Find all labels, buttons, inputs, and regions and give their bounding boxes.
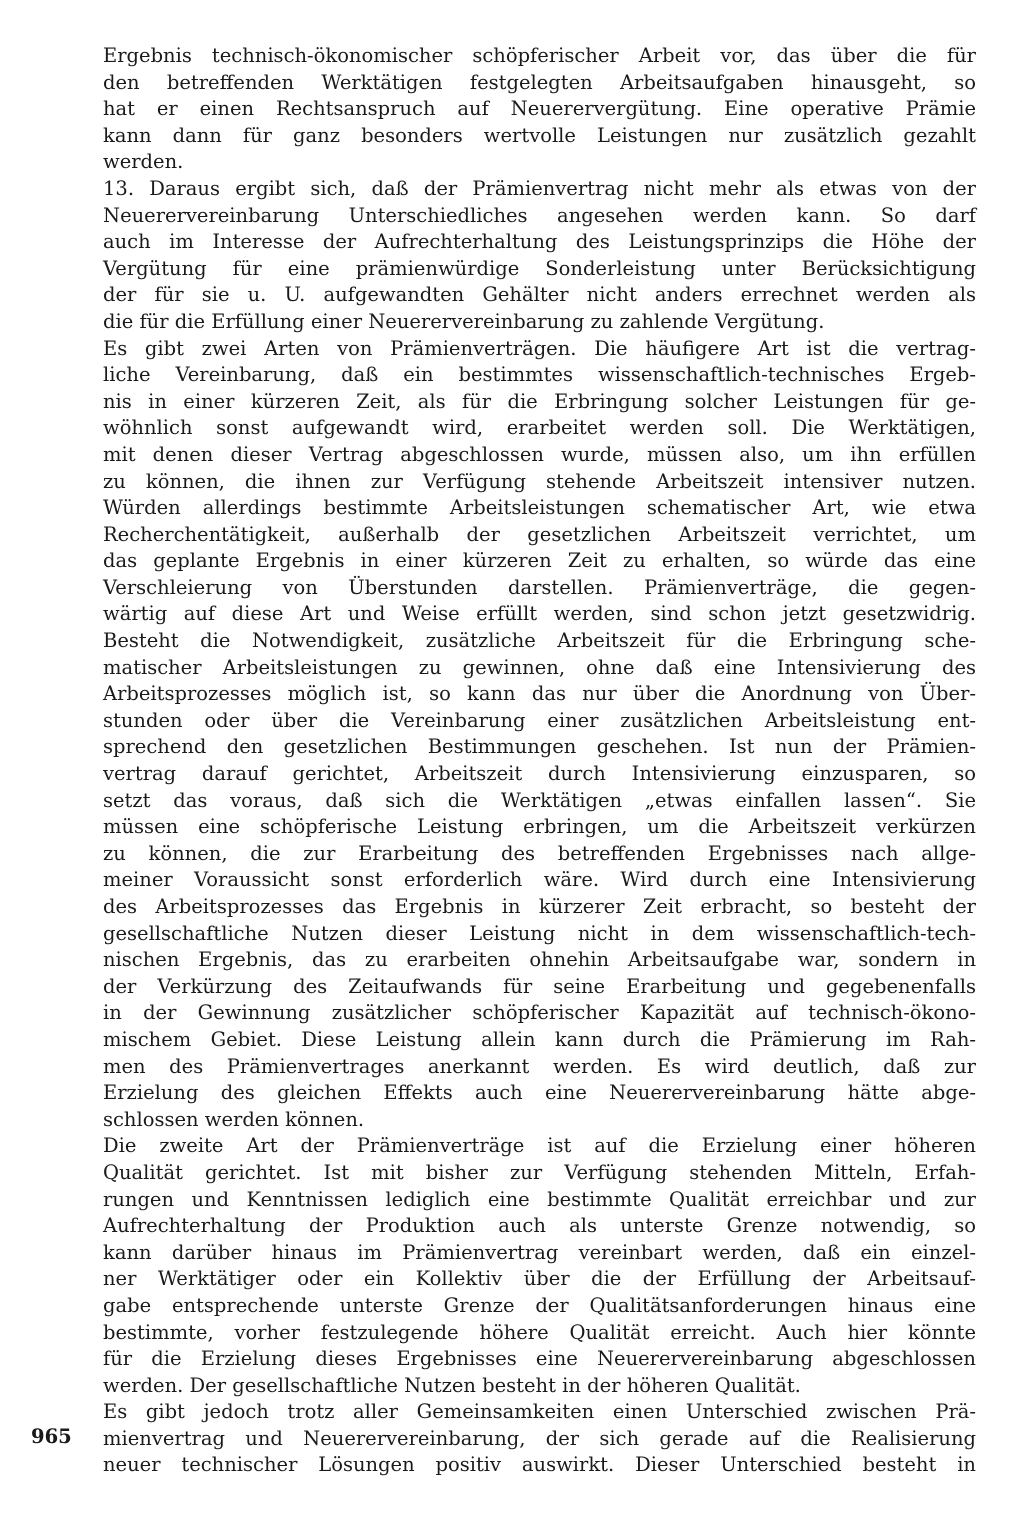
paragraph — [103, 176, 976, 336]
text-line: sprechend den gesetzlichen Bestimmungen geschehen. Ist nun der Prämien- — [103, 735, 976, 759]
text-line: setzt das voraus, daß sich die Werktätigen „etwas einfallen lassen“. Sie — [103, 788, 976, 812]
text-line: hat er einen Rechtsanspruch auf Neuerervergütung. Eine operative Prämie — [103, 97, 976, 121]
text-line: müssen eine schöpferische Leistung erbringen, um die Arbeitszeit verkürzen — [103, 815, 976, 839]
text-line: wärtig auf diese Art und Weise erfüllt werden, sind schon jetzt gesetzwidrig. — [103, 602, 976, 626]
text-line: auch im Interesse der Aufrechterhaltung des Leistungsprinzips die Höhe der — [103, 230, 976, 254]
text-line: kann dann für ganz besonders wertvolle Leistungen nur zusätzlich gezahlt — [103, 123, 976, 147]
text-line: bestimmte, vorher festzulegende höhere Qualität erreicht. Auch hier könnte — [103, 1320, 976, 1344]
text-line: stunden oder über die Vereinbarung einer zusätzlichen Arbeitsleistung ent- — [103, 708, 976, 732]
text-line: Arbeitsprozesses möglich ist, so kann das nur über die Anordnung von Über- — [103, 682, 976, 706]
text-line: meiner Voraussicht sonst erforderlich wäre. Wird durch eine Intensivierung — [103, 868, 976, 892]
text-line: kann darüber hinaus im Prämienvertrag vereinbart werden, daß ein einzel- — [103, 1240, 976, 1264]
text-line: rungen und Kenntnissen lediglich eine bestimmte Qualität erreichbar und zur — [103, 1187, 976, 1211]
text-line: Würden allerdings bestimmte Arbeitsleistungen schematischer Art, wie etwa — [103, 496, 976, 520]
text-line: Besteht die Notwendigkeit, zusätzliche Arbeitszeit für die Erbringung sche- — [103, 629, 976, 653]
text-line: zu können, die zur Erarbeitung des betreffenden Ergebnisses nach allge- — [103, 841, 976, 865]
paragraph — [103, 336, 976, 1134]
text-line: Erzielung des gleichen Effekts auch eine Neuerervereinbarung hätte abge- — [103, 1081, 976, 1105]
text-line: mit denen dieser Vertrag abgeschlossen wurde, müssen also, um ihn erfüllen — [103, 442, 976, 466]
text-line: Die zweite Art der Prämienverträge ist auf die Erzielung einer höheren — [103, 1134, 976, 1158]
page-number: 965 — [31, 1425, 72, 1448]
text-line: für die Erzielung dieses Ergebnisses eine Neuerervereinbarung abgeschlossen — [103, 1347, 976, 1371]
text-line: Es gibt zwei Arten von Prämienverträgen. Die häufigere Art ist die vertrag- — [103, 336, 976, 360]
text-line: des Arbeitsprozesses das Ergebnis in kürzerer Zeit erbracht, so besteht der — [103, 895, 976, 918]
paragraph — [103, 43, 976, 176]
paragraph — [103, 1399, 976, 1479]
text-line: gabe entsprechende unterste Grenze der Qualitätsanforderungen hinaus eine — [103, 1293, 976, 1317]
text-line: schlossen werden können. — [103, 1107, 365, 1131]
text-line: Vergütung für eine prämienwürdige Sonderleistung unter Berücksichtigung — [103, 256, 976, 280]
text-line: Aufrechterhaltung der Produktion auch als unterste Grenze notwendig, so — [103, 1214, 976, 1238]
text-line: der für sie u. U. aufgewandten Gehälter nicht anders errechnet werden als — [103, 283, 976, 307]
text-line: matischer Arbeitsleistungen zu gewinnen, ohne daß eine Intensivierung des — [103, 655, 976, 679]
text-line: vertrag darauf gerichtet, Arbeitszeit durch Intensivierung einzusparen, so — [103, 762, 976, 786]
text-line: Recherchentätigkeit, außerhalb der gesetzlichen Arbeitszeit verrichtet, um — [103, 522, 976, 546]
text-line: werden. Der gesellschaftliche Nutzen besteht in der höheren Qualität. — [103, 1373, 801, 1397]
text-line: Qualität gerichtet. Ist mit bisher zur Verfügung stehenden Mitteln, Erfah- — [103, 1160, 976, 1184]
text-line: Es gibt jedoch trotz aller Gemeinsamkeiten einen Unterschied zwischen Prä- — [103, 1400, 976, 1424]
text-line: liche Vereinbarung, daß ein bestimmtes wissenschaftlich-technisches Ergeb- — [103, 363, 976, 387]
text-line: nis in einer kürzeren Zeit, als für die Erbringung solcher Leistungen für ge- — [103, 389, 976, 413]
text-line: den betreffenden Werktätigen festgelegten Arbeitsaufgaben hinausgeht, so — [103, 70, 976, 94]
text-line: nischen Ergebnis, das zu erarbeiten ohnehin Arbeitsaufgabe war, sondern in — [103, 948, 976, 972]
text-line: mischem Gebiet. Diese Leistung allein kann durch die Prämierung im Rah- — [103, 1027, 976, 1051]
text-line: der Verkürzung des Zeitaufwands für seine Erarbeitung und gegebenenfalls — [103, 974, 976, 998]
text-line: gesellschaftliche Nutzen dieser Leistung nicht in dem wissenschaftlich-tech- — [103, 921, 976, 945]
text-line: Ergebnis technisch-ökonomischer schöpferischer Arbeit vor, das über die für — [103, 44, 976, 67]
text-line: men des Prämienvertrages anerkannt werden. Es wird deutlich, daß zur — [103, 1054, 976, 1078]
text-line: mienvertrag und Neuerervereinbarung, der sich gerade auf die Realisierung — [103, 1426, 976, 1450]
text-line: die für die Erfüllung einer Neuerervereinbarung zu zahlende Vergütung. — [103, 309, 825, 333]
text-line: 13. Daraus ergibt sich, daß der Prämienvertrag nicht mehr als etwas von der — [103, 176, 976, 200]
text-line: Verschleierung von Überstunden darstellen. Prämienverträge, die gegen- — [103, 575, 976, 599]
text-line: zu können, die ihnen zur Verfügung stehende Arbeitszeit intensiver nutzen. — [103, 469, 976, 493]
paragraph — [103, 1133, 976, 1399]
text-line: in der Gewinnung zusätzlicher schöpferischer Kapazität auf technisch-ökono- — [103, 1001, 976, 1025]
text-line: wöhnlich sonst aufgewandt wird, erarbeitet werden soll. Die Werktätigen, — [103, 416, 976, 440]
text-line: Neuerervereinbarung Unterschiedliches angesehen werden kann. So darf — [103, 203, 976, 227]
text-line: das geplante Ergebnis in einer kürzeren Zeit zu erhalten, so würde das eine — [103, 549, 976, 573]
text-line: werden. — [103, 150, 184, 174]
text-line: neuer technischer Lösungen positiv auswirkt. Dieser Unterschied besteht in — [103, 1453, 976, 1477]
page-text — [103, 43, 976, 1479]
text-line: ner Werktätiger oder ein Kollektiv über die der Erfüllung der Arbeitsauf- — [103, 1267, 976, 1291]
